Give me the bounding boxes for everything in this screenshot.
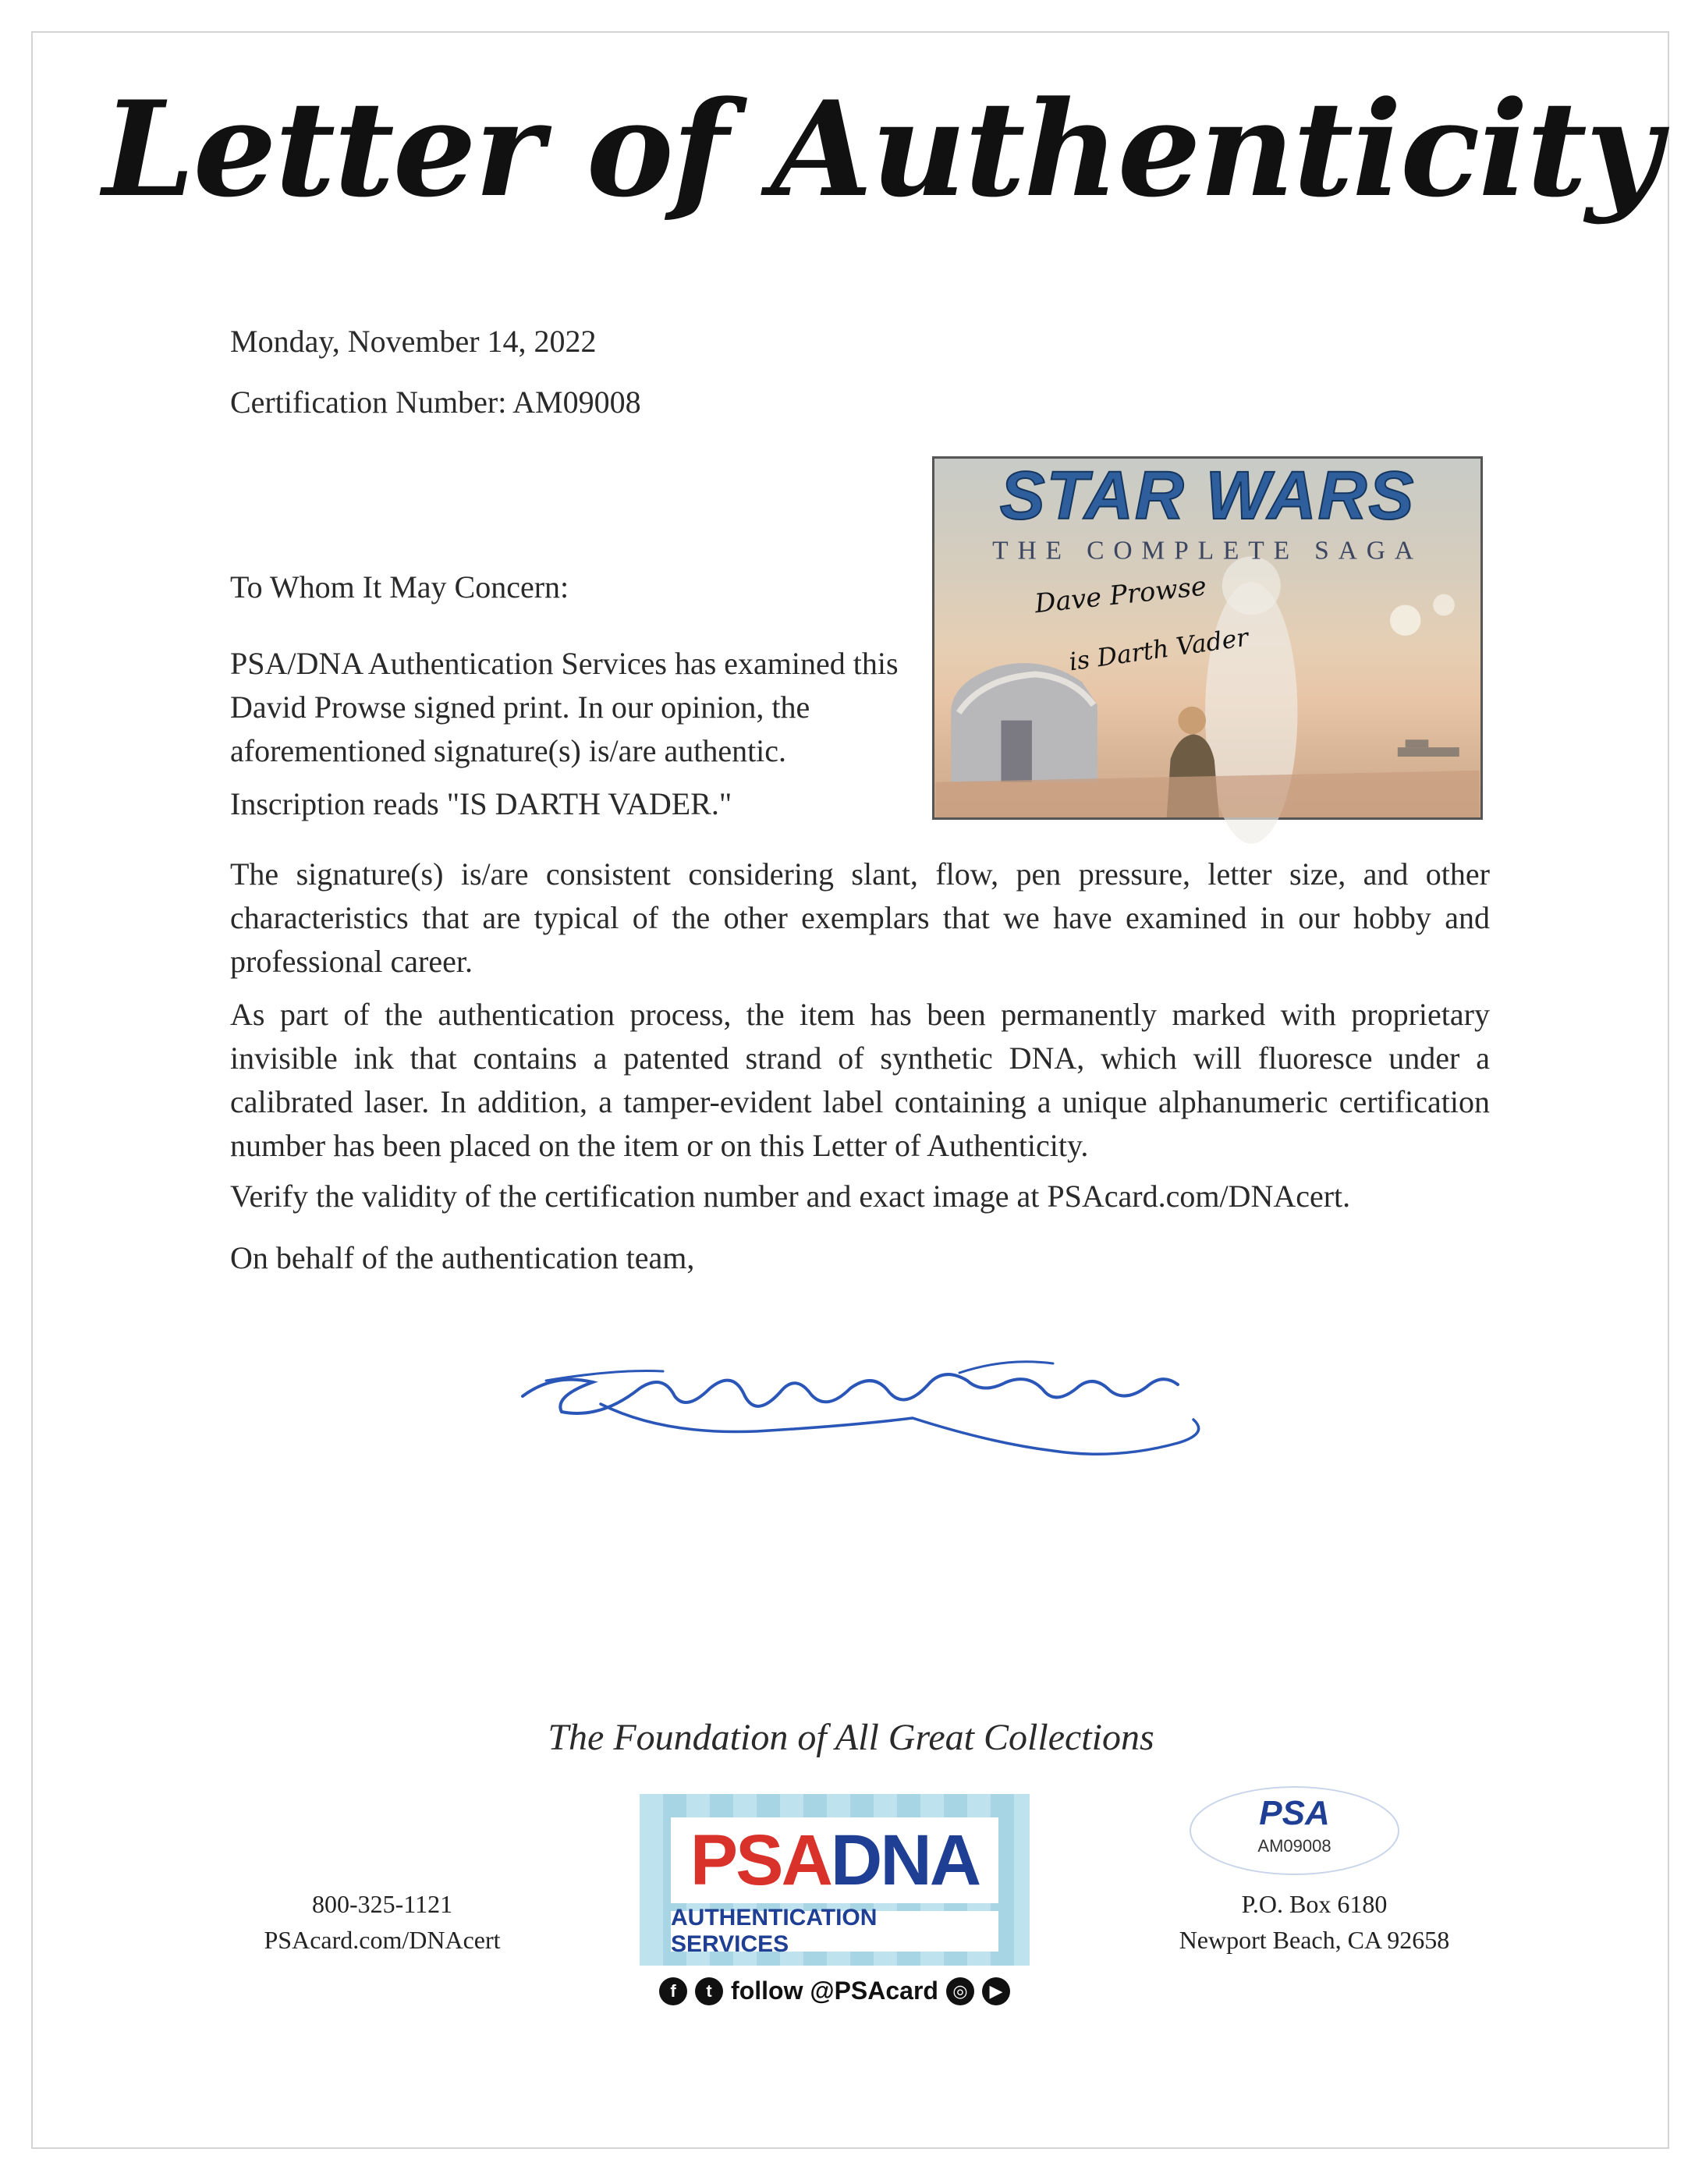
sun xyxy=(1390,605,1420,636)
contact-address xyxy=(1143,1886,1486,1958)
twitter-icon[interactable]: t xyxy=(695,1977,723,2005)
tagline: The Foundation of All Great Collections xyxy=(548,1717,1154,1758)
city-state-zip: Newport Beach, CA 92658 xyxy=(1179,1926,1450,1954)
doorway xyxy=(1001,721,1031,782)
print-artwork xyxy=(934,459,1480,817)
website-link[interactable]: PSAcard.com/DNAcert xyxy=(264,1926,501,1954)
signature-scribble xyxy=(507,1326,1271,1466)
certification-number: Certification Number: AM09008 xyxy=(230,385,641,420)
distant-vehicle xyxy=(1398,739,1459,757)
verify-line: Verify the validity of the certification number and exact image at PSAcard.com/DNAcert. xyxy=(230,1179,1351,1214)
title-script xyxy=(102,55,1661,250)
seal-brand: PSA xyxy=(1259,1794,1330,1832)
autograph-inscription: is Darth Vader xyxy=(1067,623,1250,677)
contact-phone-web xyxy=(234,1886,530,1958)
psa-hologram-seal xyxy=(1190,1786,1399,1875)
dna-word: DNA xyxy=(830,1820,980,1900)
letter-title xyxy=(102,55,1661,250)
psa-dna-wordmark xyxy=(671,1817,998,1903)
letter-date: Monday, November 14, 2022 xyxy=(230,324,597,359)
salutation: To Whom It May Concern: xyxy=(230,569,569,604)
facebook-icon[interactable]: f xyxy=(659,1977,687,2005)
social-follow-bar xyxy=(640,1966,1030,2016)
psa-word: PSA xyxy=(690,1820,831,1900)
luke-head xyxy=(1178,707,1206,735)
authenticator-signature xyxy=(507,1326,1271,1466)
phone-number: 800-325-1121 xyxy=(311,1890,453,1918)
inscription-line: Inscription reads "IS DARTH VADER." xyxy=(230,786,732,821)
autograph-name: Dave Prowse xyxy=(1033,570,1208,619)
examination-paragraph: PSA/DNA Authentication Services has examined this David Prowse signed print. In our opinion, the aforementioned signature(s) is/are authentic. xyxy=(230,646,899,768)
psa-dna-logo xyxy=(640,1794,1030,2016)
title-text: Letter of Authenticity xyxy=(102,72,1661,226)
sun xyxy=(1433,594,1455,616)
consistency-paragraph: The signature(s) is/are consistent considering slant, flow, pen pressure, letter size, and other characteristics that are typical of the other exemplars that we have examined in our hobby and professional career. xyxy=(230,856,1490,979)
signed-print-image xyxy=(932,456,1483,820)
star-wars-logo: STAR WARS xyxy=(999,457,1416,534)
authentication-services-label: AUTHENTICATION SERVICES xyxy=(671,1911,998,1952)
instagram-icon[interactable]: ◎ xyxy=(946,1977,974,2005)
seal-cert-number: AM09008 xyxy=(1257,1836,1331,1856)
process-paragraph: As part of the authentication process, the item has been permanently marked with proprietary invisible ink that contains a patented strand of synthetic DNA, which will fluoresce under a calibrated laser. In addition, a tamper-evident label containing a unique alphanumeric certification number has been placed on the item or on this Letter of Authenticity. xyxy=(230,997,1490,1163)
follow-handle[interactable]: follow @PSAcard xyxy=(731,1977,938,2005)
youtube-icon[interactable]: ▶ xyxy=(982,1977,1010,2005)
po-box: P.O. Box 6180 xyxy=(1241,1890,1388,1918)
ghost-head xyxy=(1222,556,1281,615)
closing-line: On behalf of the authentication team, xyxy=(230,1240,695,1275)
complete-saga-subtitle: THE COMPLETE SAGA xyxy=(992,536,1423,566)
